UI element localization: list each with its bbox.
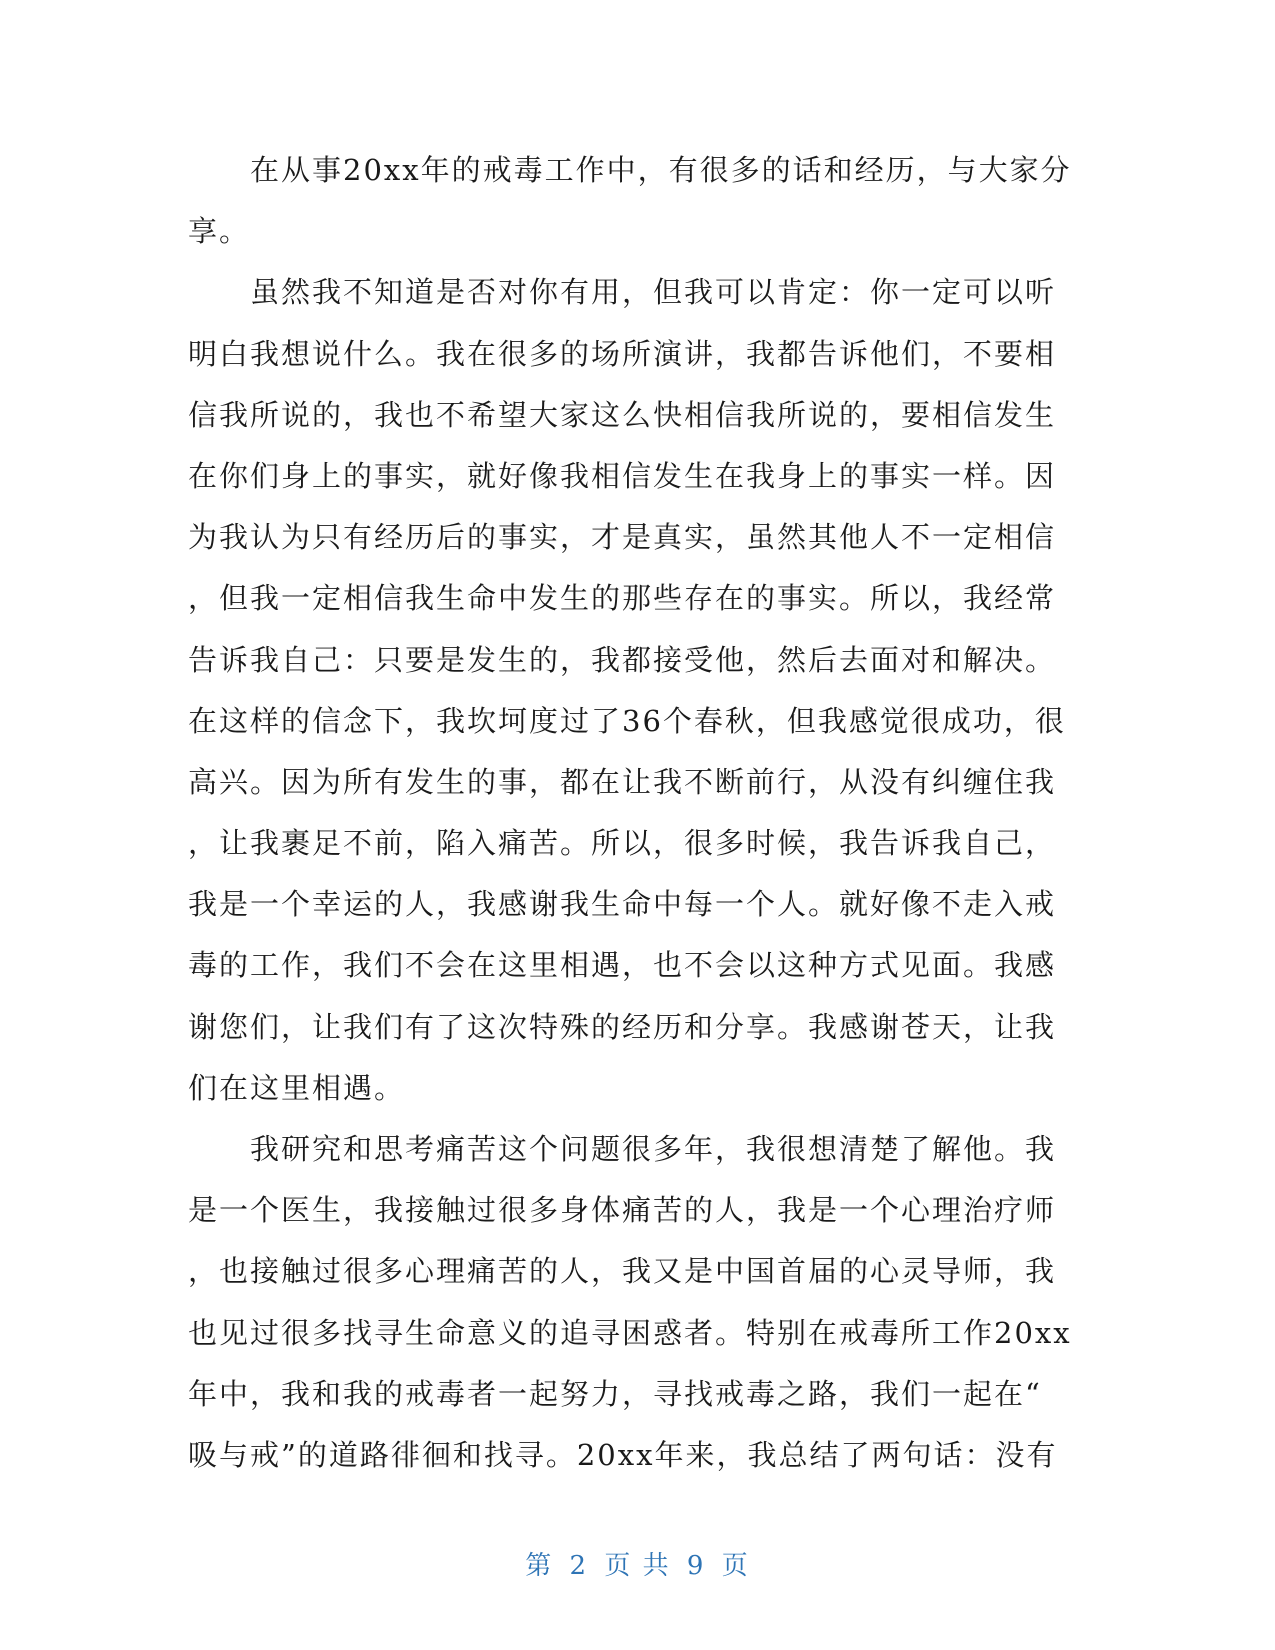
footer-suffix: 页 [721, 1551, 750, 1581]
paragraph-line: 虽然我不知道是否对你有用，但我可以肯定：你一定可以听 [250, 275, 1057, 310]
footer-middle: 页 共 [604, 1551, 671, 1581]
paragraph-line: ，但我一定相信我生命中发生的那些存在的事实。所以，我经常 [188, 581, 1057, 616]
total-pages-number: 9 [686, 1551, 706, 1581]
paragraph-line: 是一个医生，我接触过很多身体痛苦的人，我是一个心理治疗师 [188, 1193, 1057, 1228]
document-body [188, 140, 1072, 1486]
paragraph-line: ，让我裹足不前，陷入痛苦。所以，很多时候，我告诉我自己， [188, 826, 1057, 861]
paragraph-line: 吸与戒”的道路徘徊和找寻。20xx年来，我总结了两句话：没有 [188, 1437, 1058, 1472]
paragraph-line: 年中，我和我的戒毒者一起努力，寻找戒毒之路，我们一起在“ [188, 1376, 1042, 1411]
paragraph-line: 信我所说的，我也不希望大家这么快相信我所说的，要相信发生 [188, 397, 1057, 432]
footer-prefix: 第 [525, 1551, 554, 1581]
paragraph-line: 谢您们，让我们有了这次特殊的经历和分享。我感谢苍天，让我 [188, 1009, 1057, 1044]
paragraph-line: 在这样的信念下，我坎坷度过了36个春秋，但我感觉很成功，很 [188, 703, 1066, 738]
paragraph-line: 明白我想说什么。我在很多的场所演讲，我都告诉他们，不要相 [188, 336, 1057, 371]
paragraph-line: 告诉我自己：只要是发生的，我都接受他，然后去面对和解决。 [188, 642, 1057, 677]
paragraph-line: 为我认为只有经历后的事实，才是真实，虽然其他人不一定相信 [188, 520, 1057, 555]
page-footer [0, 1545, 1275, 1582]
paragraph-line: 享。 [188, 214, 251, 249]
paragraph-line: 在你们身上的事实，就好像我相信发生在我身上的事实一样。因 [188, 458, 1057, 493]
paragraph-line: 们在这里相遇。 [188, 1070, 406, 1105]
paragraph-line: 毒的工作，我们不会在这里相遇，也不会以这种方式见面。我感 [188, 948, 1057, 983]
paragraph-line: 也见过很多找寻生命意义的追寻困惑者。特别在戒毒所工作20xx [188, 1315, 1072, 1350]
paragraph-line: 高兴。因为所有发生的事，都在让我不断前行，从没有纠缠住我 [188, 764, 1057, 799]
paragraph-line: 我研究和思考痛苦这个问题很多年，我很想清楚了解他。我 [250, 1132, 1057, 1166]
current-page-number: 2 [569, 1551, 589, 1581]
paragraph-line: 我是一个幸运的人，我感谢我生命中每一个人。就好像不走入戒 [188, 887, 1057, 922]
paragraph-line: 在从事20xx年的戒毒工作中，有很多的话和经历，与大家分 [250, 153, 1072, 187]
paragraph-line: ，也接触过很多心理痛苦的人，我又是中国首届的心灵导师，我 [188, 1254, 1057, 1289]
